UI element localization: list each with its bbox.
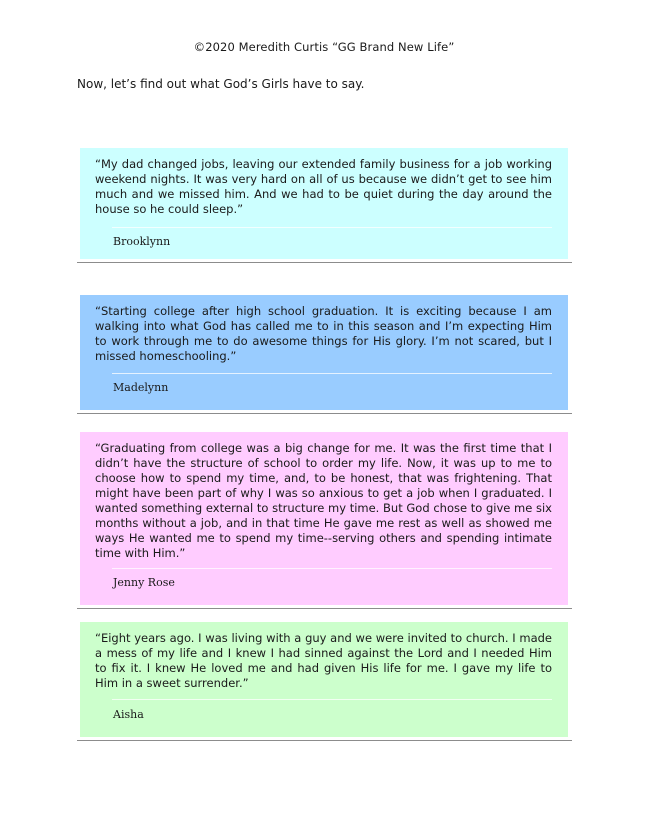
testimonial-card — [80, 622, 568, 737]
testimonial-card — [80, 295, 568, 410]
testimonial-quote: “Eight years ago. I was living with a guy and we were invited to church. I made a mess of my life and I knew I had sinned against the Lord and I needed Him to fix it. I knew He loved me and had given His life for me. I gave my life to Him in a sweet surrender.” — [95, 631, 552, 690]
intro-text: Now, let’s find out what God’s Girls have to say. — [77, 77, 365, 91]
signature-line — [112, 568, 552, 569]
testimonial-quote: “Starting college after high school graduation. It is exciting because I am walking into what God has called me to in this season and I’m expecting Him to work through me to do awesome things for His glory. I’m not scared, but I missed homeschooling.” — [95, 304, 552, 363]
signature-line — [112, 373, 552, 374]
testimonial-author: Madelynn — [113, 381, 169, 394]
testimonial-author: Brooklynn — [113, 235, 171, 248]
signature-line — [112, 227, 552, 228]
divider — [77, 740, 572, 741]
divider — [77, 608, 572, 609]
signature-line — [112, 699, 552, 700]
divider — [77, 413, 572, 414]
divider — [77, 262, 572, 263]
testimonial-card — [80, 432, 568, 605]
page-header: ©2020 Meredith Curtis “GG Brand New Life” — [193, 40, 455, 54]
testimonial-quote: “My dad changed jobs, leaving our extended family business for a job working weekend nights. It was very hard on all of us because we didn’t get to see him much and we missed him. And we had to be quiet during the day around the house so he could sleep.” — [95, 157, 552, 216]
testimonial-quote: “Graduating from college was a big change for me. It was the first time that I didn’t have the structure of school to order my life. Now, it was up to me to choose how to spend my time, and, to be honest, that was frightening. That might have been part of why I was so anxious to get a job when I graduated. I wanted something external to structure my time. But God chose to give me six months without a job, and in that time He gave me rest as well as showed me ways He wanted me to spend my time--serving others and spending intimate time with Him.” — [95, 441, 552, 560]
testimonial-card — [80, 148, 568, 259]
testimonial-author: Jenny Rose — [113, 576, 175, 589]
testimonial-author: Aisha — [113, 708, 144, 721]
